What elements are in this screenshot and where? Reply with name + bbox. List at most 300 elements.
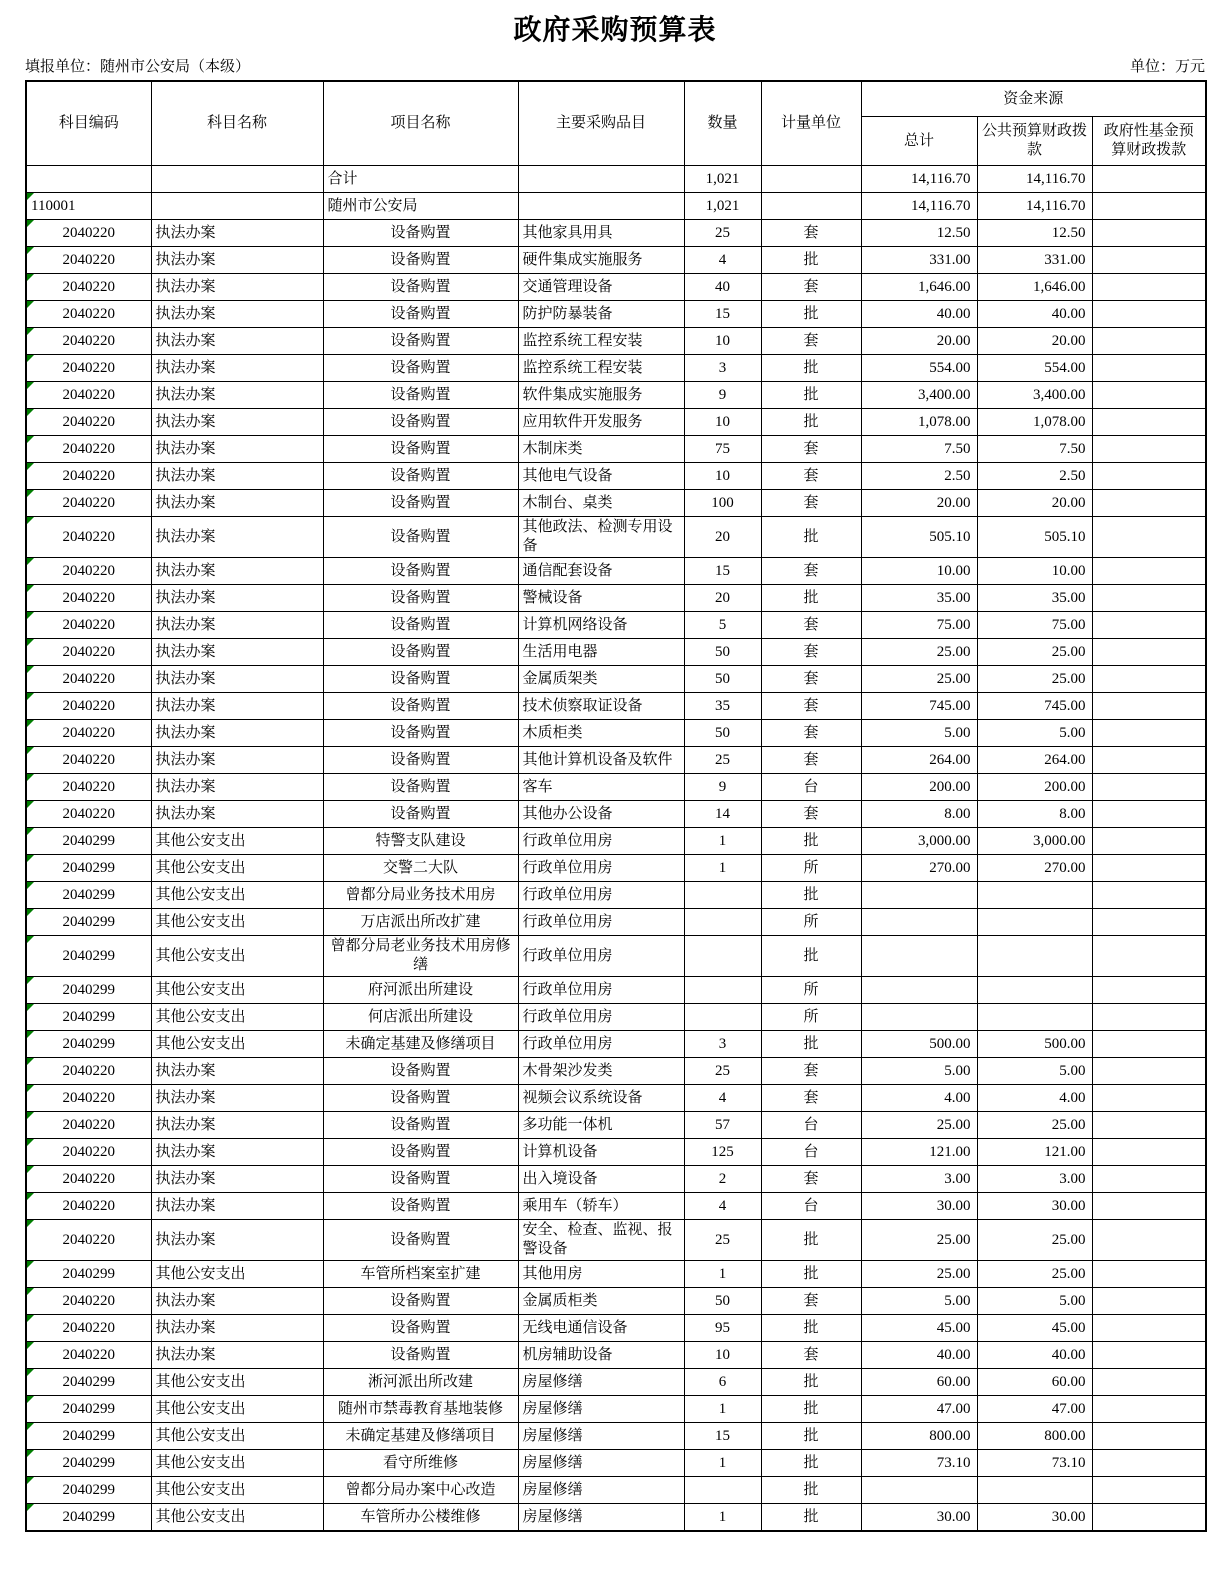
subject-code-value: 2040220 (62, 1116, 115, 1133)
procurement-item-value: 木制床类 (522, 440, 583, 457)
error-marker-icon (27, 585, 34, 592)
cell-subject-name (151, 1220, 323, 1261)
cell-project-name (323, 612, 518, 639)
project-name-value: 万店派出所改扩建 (360, 913, 481, 930)
cell-quantity (684, 585, 761, 612)
cell-subject-code (26, 774, 151, 801)
cell-gov-fund (1092, 1261, 1206, 1288)
error-marker-icon (27, 328, 34, 335)
cell-public-budget (977, 1288, 1092, 1315)
public-budget-value: 20.00 (1051, 332, 1086, 349)
quantity-value: 1 (718, 859, 727, 876)
cell-public-budget (977, 301, 1092, 328)
cell-project-name (323, 828, 518, 855)
procurement-item-value: 行政单位用房 (522, 886, 613, 903)
procurement-item-value: 出入境设备 (522, 1170, 598, 1187)
subject-name-value: 执法办案 (155, 670, 216, 687)
procurement-item-value: 软件集成实施服务 (522, 386, 643, 403)
measure-unit-value: 套 (803, 440, 819, 457)
project-name-value: 看守所维修 (382, 1454, 458, 1471)
procurement-item-value: 交通管理设备 (522, 278, 613, 295)
cell-total (861, 882, 977, 909)
error-marker-icon (27, 193, 34, 200)
measure-unit-value: 套 (803, 805, 819, 822)
cell-procurement-item (518, 801, 684, 828)
public-budget-value: 20.00 (1051, 494, 1086, 511)
cell-procurement-item (518, 585, 684, 612)
cell-total (861, 747, 977, 774)
header-public-budget: 公共预算财政拨款 (977, 117, 1092, 166)
cell-quantity (684, 1004, 761, 1031)
subject-code-value: 2040220 (62, 413, 115, 430)
table-row (26, 801, 1206, 828)
table-row (26, 720, 1206, 747)
cell-subject-code (26, 1193, 151, 1220)
quantity-value: 50 (715, 643, 730, 660)
measure-unit-value: 套 (803, 616, 819, 633)
subject-name-value: 执法办案 (155, 528, 216, 545)
cell-project-name (323, 639, 518, 666)
project-name-value: 车管所办公楼维修 (360, 1508, 481, 1525)
procurement-item-value: 防护防暴装备 (522, 305, 613, 322)
total-value: 14,116.70 (911, 197, 971, 214)
cell-measure-unit (761, 1139, 861, 1166)
quantity-value: 10 (715, 1346, 730, 1363)
table-row (26, 1369, 1206, 1396)
table-row (26, 1450, 1206, 1477)
total-value: 500.00 (929, 1035, 971, 1052)
public-budget-value: 12.50 (1051, 224, 1086, 241)
cell-public-budget (977, 328, 1092, 355)
cell-project-name (323, 1396, 518, 1423)
cell-measure-unit (761, 747, 861, 774)
cell-procurement-item (518, 1423, 684, 1450)
project-name-value: 设备购置 (390, 1346, 451, 1363)
cell-public-budget (977, 1058, 1092, 1085)
error-marker-icon (27, 1288, 34, 1295)
error-marker-icon (27, 882, 34, 889)
total-value: 3,400.00 (918, 386, 971, 403)
cell-public-budget (977, 1477, 1092, 1504)
cell-quantity (684, 1504, 761, 1532)
cell-measure-unit (761, 693, 861, 720)
cell-gov-fund (1092, 1288, 1206, 1315)
public-budget-value: 14,116.70 (1026, 170, 1086, 187)
total-value: 12.50 (936, 224, 971, 241)
cell-project-name (323, 1315, 518, 1342)
measure-unit-value: 套 (803, 1292, 819, 1309)
subject-code-value: 2040299 (62, 913, 115, 930)
cell-quantity (684, 1396, 761, 1423)
cell-procurement-item (518, 517, 684, 558)
public-budget-value: 121.00 (1044, 1143, 1086, 1160)
cell-quantity (684, 558, 761, 585)
cell-measure-unit (761, 490, 861, 517)
cell-measure-unit (761, 977, 861, 1004)
public-budget-value: 5.00 (1059, 1062, 1086, 1079)
procurement-item-value: 安全、检查、监视、报警设备 (522, 1222, 673, 1257)
cell-procurement-item (518, 909, 684, 936)
table-row (26, 166, 1206, 193)
cell-total (861, 1220, 977, 1261)
cell-subject-code (26, 1423, 151, 1450)
cell-quantity (684, 1112, 761, 1139)
table-row (26, 977, 1206, 1004)
cell-procurement-item (518, 693, 684, 720)
cell-project-name (323, 1369, 518, 1396)
cell-procurement-item (518, 882, 684, 909)
cell-gov-fund (1092, 774, 1206, 801)
project-name-value: 设备购置 (390, 413, 451, 430)
cell-public-budget (977, 1261, 1092, 1288)
procurement-item-value: 客车 (522, 778, 553, 795)
measure-unit-value: 批 (803, 386, 819, 403)
cell-subject-name (151, 585, 323, 612)
subject-name-value: 执法办案 (155, 643, 216, 660)
cell-measure-unit (761, 855, 861, 882)
cell-measure-unit (761, 1342, 861, 1369)
subject-code-value: 2040299 (62, 1508, 115, 1525)
total-value: 25.00 (936, 1265, 971, 1282)
subject-code-value: 2040299 (62, 947, 115, 964)
quantity-value: 35 (715, 697, 730, 714)
measure-unit-value: 套 (803, 670, 819, 687)
cell-quantity (684, 436, 761, 463)
procurement-item-value: 应用软件开发服务 (522, 413, 643, 430)
error-marker-icon (27, 828, 34, 835)
table-row (26, 639, 1206, 666)
cell-subject-code (26, 1031, 151, 1058)
subject-code-value: 2040220 (62, 224, 115, 241)
measure-unit-value: 套 (803, 1062, 819, 1079)
table-row (26, 909, 1206, 936)
error-marker-icon (27, 463, 34, 470)
subject-name-value: 执法办案 (155, 467, 216, 484)
cell-total (861, 909, 977, 936)
cell-quantity (684, 693, 761, 720)
procurement-item-value: 行政单位用房 (522, 1035, 613, 1052)
cell-total (861, 517, 977, 558)
error-marker-icon (27, 1423, 34, 1430)
cell-gov-fund (1092, 585, 1206, 612)
cell-subject-name (151, 774, 323, 801)
procurement-item-value: 房屋修缮 (522, 1454, 583, 1471)
cell-quantity (684, 1342, 761, 1369)
quantity-value: 10 (715, 413, 730, 430)
cell-gov-fund (1092, 409, 1206, 436)
measure-unit-value: 批 (803, 1454, 819, 1471)
project-name-value: 设备购置 (390, 359, 451, 376)
cell-subject-name (151, 882, 323, 909)
project-name-value: 淅河派出所改建 (367, 1373, 473, 1390)
cell-project-name (323, 1004, 518, 1031)
table-row (26, 558, 1206, 585)
cell-quantity (684, 166, 761, 193)
subject-name-value: 执法办案 (155, 805, 216, 822)
measure-unit-value: 套 (803, 494, 819, 511)
cell-measure-unit (761, 1031, 861, 1058)
public-budget-value: 3,000.00 (1033, 832, 1086, 849)
subject-name-value: 执法办案 (155, 1292, 216, 1309)
cell-subject-name (151, 247, 323, 274)
cell-gov-fund (1092, 936, 1206, 977)
cell-public-budget (977, 1396, 1092, 1423)
error-marker-icon (27, 1031, 34, 1038)
subject-code-value: 2040220 (62, 332, 115, 349)
measure-unit-value: 台 (803, 1116, 819, 1133)
error-marker-icon (27, 517, 34, 524)
public-budget-value: 745.00 (1044, 697, 1086, 714)
cell-measure-unit (761, 909, 861, 936)
quantity-value: 15 (715, 305, 730, 322)
cell-subject-name (151, 1288, 323, 1315)
error-marker-icon (27, 774, 34, 781)
procurement-item-value: 硬件集成实施服务 (522, 251, 643, 268)
cell-public-budget (977, 166, 1092, 193)
measure-unit-value: 批 (803, 413, 819, 430)
total-value: 121.00 (929, 1143, 971, 1160)
error-marker-icon (27, 1342, 34, 1349)
project-name-value: 设备购置 (390, 562, 451, 579)
subject-code-value: 2040220 (62, 616, 115, 633)
cell-subject-name (151, 436, 323, 463)
cell-gov-fund (1092, 1220, 1206, 1261)
procurement-budget-table (25, 80, 1207, 1532)
header-funding-source: 资金来源 (861, 81, 1206, 117)
cell-total (861, 463, 977, 490)
measure-unit-value: 批 (803, 1508, 819, 1525)
cell-measure-unit (761, 166, 861, 193)
subject-name-value: 其他公安支出 (155, 1508, 246, 1525)
measure-unit-value: 批 (803, 832, 819, 849)
header-total: 总计 (861, 117, 977, 166)
cell-gov-fund (1092, 977, 1206, 1004)
cell-total (861, 274, 977, 301)
cell-total (861, 166, 977, 193)
cell-procurement-item (518, 1504, 684, 1532)
cell-subject-code (26, 612, 151, 639)
subject-name-value: 其他公安支出 (155, 1035, 246, 1052)
error-marker-icon (27, 801, 34, 808)
cell-subject-name (151, 1504, 323, 1532)
cell-procurement-item (518, 612, 684, 639)
project-name-value: 设备购置 (390, 805, 451, 822)
cell-procurement-item (518, 463, 684, 490)
cell-subject-code (26, 1396, 151, 1423)
table-row (26, 490, 1206, 517)
cell-measure-unit (761, 1504, 861, 1532)
table-row (26, 1193, 1206, 1220)
public-budget-value: 14,116.70 (1026, 197, 1086, 214)
table-row (26, 247, 1206, 274)
subject-name-value: 执法办案 (155, 386, 216, 403)
total-value: 73.10 (936, 1454, 971, 1471)
cell-measure-unit (761, 247, 861, 274)
cell-measure-unit (761, 1112, 861, 1139)
cell-public-budget (977, 436, 1092, 463)
cell-project-name (323, 855, 518, 882)
cell-measure-unit (761, 301, 861, 328)
subject-code-value: 2040220 (62, 643, 115, 660)
measure-unit-value: 批 (803, 1231, 819, 1248)
measure-unit-value: 台 (803, 1197, 819, 1214)
quantity-value: 1 (718, 1454, 727, 1471)
table-row (26, 301, 1206, 328)
error-marker-icon (27, 1004, 34, 1011)
procurement-item-value: 其他政法、检测专用设备 (522, 519, 673, 554)
cell-gov-fund (1092, 328, 1206, 355)
error-marker-icon (27, 1058, 34, 1065)
quantity-value: 3 (718, 359, 727, 376)
quantity-value: 100 (711, 494, 734, 511)
cell-subject-code (26, 490, 151, 517)
error-marker-icon (27, 1085, 34, 1092)
subject-name-value: 执法办案 (155, 305, 216, 322)
cell-quantity (684, 463, 761, 490)
cell-total (861, 855, 977, 882)
project-name-value: 设备购置 (390, 386, 451, 403)
cell-gov-fund (1092, 1369, 1206, 1396)
error-marker-icon (27, 490, 34, 497)
cell-subject-name (151, 193, 323, 220)
cell-public-budget (977, 463, 1092, 490)
quantity-value: 15 (715, 562, 730, 579)
quantity-value: 4 (718, 251, 727, 268)
subject-code-value: 2040220 (62, 1197, 115, 1214)
public-budget-value: 2.50 (1059, 467, 1086, 484)
project-name-value: 特警支队建设 (375, 832, 466, 849)
subject-code-value: 2040220 (62, 1231, 115, 1248)
quantity-value: 2 (718, 1170, 727, 1187)
cell-subject-code (26, 1288, 151, 1315)
cell-total (861, 193, 977, 220)
cell-total (861, 301, 977, 328)
measure-unit-value: 批 (803, 947, 819, 964)
cell-quantity (684, 882, 761, 909)
cell-total (861, 1477, 977, 1504)
cell-total (861, 666, 977, 693)
error-marker-icon (27, 247, 34, 254)
cell-measure-unit (761, 1288, 861, 1315)
cell-gov-fund (1092, 382, 1206, 409)
total-value: 5.00 (944, 724, 971, 741)
cell-procurement-item (518, 166, 684, 193)
cell-quantity (684, 1288, 761, 1315)
cell-public-budget (977, 855, 1092, 882)
quantity-value: 4 (718, 1089, 727, 1106)
project-name-value: 曾都分局办案中心改造 (345, 1481, 496, 1498)
procurement-item-value: 金属质架类 (522, 670, 598, 687)
error-marker-icon (27, 747, 34, 754)
cell-public-budget (977, 909, 1092, 936)
cell-subject-name (151, 1423, 323, 1450)
public-budget-value: 1,646.00 (1033, 278, 1086, 295)
quantity-value: 1 (718, 1508, 727, 1525)
cell-measure-unit (761, 639, 861, 666)
subject-name-value: 其他公安支出 (155, 1400, 246, 1417)
cell-subject-name (151, 166, 323, 193)
cell-subject-name (151, 1139, 323, 1166)
cell-quantity (684, 1166, 761, 1193)
cell-quantity (684, 1450, 761, 1477)
public-budget-value: 500.00 (1044, 1035, 1086, 1052)
cell-subject-name (151, 747, 323, 774)
cell-procurement-item (518, 1139, 684, 1166)
quantity-value: 1,021 (705, 170, 740, 187)
subject-code-value: 2040220 (62, 278, 115, 295)
project-name-value: 设备购置 (390, 1143, 451, 1160)
cell-gov-fund (1092, 355, 1206, 382)
cell-public-budget (977, 1085, 1092, 1112)
cell-quantity (684, 977, 761, 1004)
cell-subject-code (26, 1261, 151, 1288)
cell-project-name (323, 220, 518, 247)
cell-procurement-item (518, 1166, 684, 1193)
cell-project-name (323, 1288, 518, 1315)
cell-project-name (323, 1031, 518, 1058)
cell-total (861, 1423, 977, 1450)
cell-measure-unit (761, 801, 861, 828)
cell-subject-name (151, 1396, 323, 1423)
subject-code-value: 2040220 (62, 697, 115, 714)
error-marker-icon (27, 1261, 34, 1268)
public-budget-value: 505.10 (1044, 528, 1086, 545)
table-row (26, 1396, 1206, 1423)
cell-measure-unit (761, 720, 861, 747)
cell-total (861, 382, 977, 409)
cell-gov-fund (1092, 639, 1206, 666)
table-row (26, 747, 1206, 774)
cell-total (861, 409, 977, 436)
cell-subject-code (26, 1369, 151, 1396)
procurement-item-value: 行政单位用房 (522, 832, 613, 849)
cell-public-budget (977, 1193, 1092, 1220)
total-value: 35.00 (936, 589, 971, 606)
total-value: 25.00 (936, 1116, 971, 1133)
cell-total (861, 639, 977, 666)
measure-unit-value: 套 (803, 332, 819, 349)
public-budget-value: 25.00 (1051, 643, 1086, 660)
measure-unit-value: 套 (803, 751, 819, 768)
measure-unit-value: 批 (803, 1319, 819, 1336)
error-marker-icon (27, 220, 34, 227)
quantity-value: 75 (715, 440, 730, 457)
cell-public-budget (977, 1112, 1092, 1139)
cell-gov-fund (1092, 193, 1206, 220)
quantity-value: 125 (711, 1143, 734, 1160)
subject-code-value: 2040220 (62, 1170, 115, 1187)
header-quantity: 数量 (684, 81, 761, 166)
report-unit-label: 填报单位：随州市公安局（本级） (25, 59, 251, 75)
cell-project-name (323, 1261, 518, 1288)
cell-project-name (323, 747, 518, 774)
cell-total (861, 1058, 977, 1085)
measure-unit-value: 批 (803, 1427, 819, 1444)
cell-procurement-item (518, 720, 684, 747)
project-name-value: 未确定基建及修缮项目 (345, 1035, 496, 1052)
table-row (26, 612, 1206, 639)
cell-quantity (684, 1369, 761, 1396)
cell-project-name (323, 1423, 518, 1450)
project-name-value: 设备购置 (390, 697, 451, 714)
project-name-value: 设备购置 (390, 494, 451, 511)
subject-code-value: 2040220 (62, 359, 115, 376)
cell-public-budget (977, 355, 1092, 382)
subject-code-value: 2040299 (62, 832, 115, 849)
subject-name-value: 执法办案 (155, 1089, 216, 1106)
cell-measure-unit (761, 1450, 861, 1477)
cell-subject-name (151, 1450, 323, 1477)
